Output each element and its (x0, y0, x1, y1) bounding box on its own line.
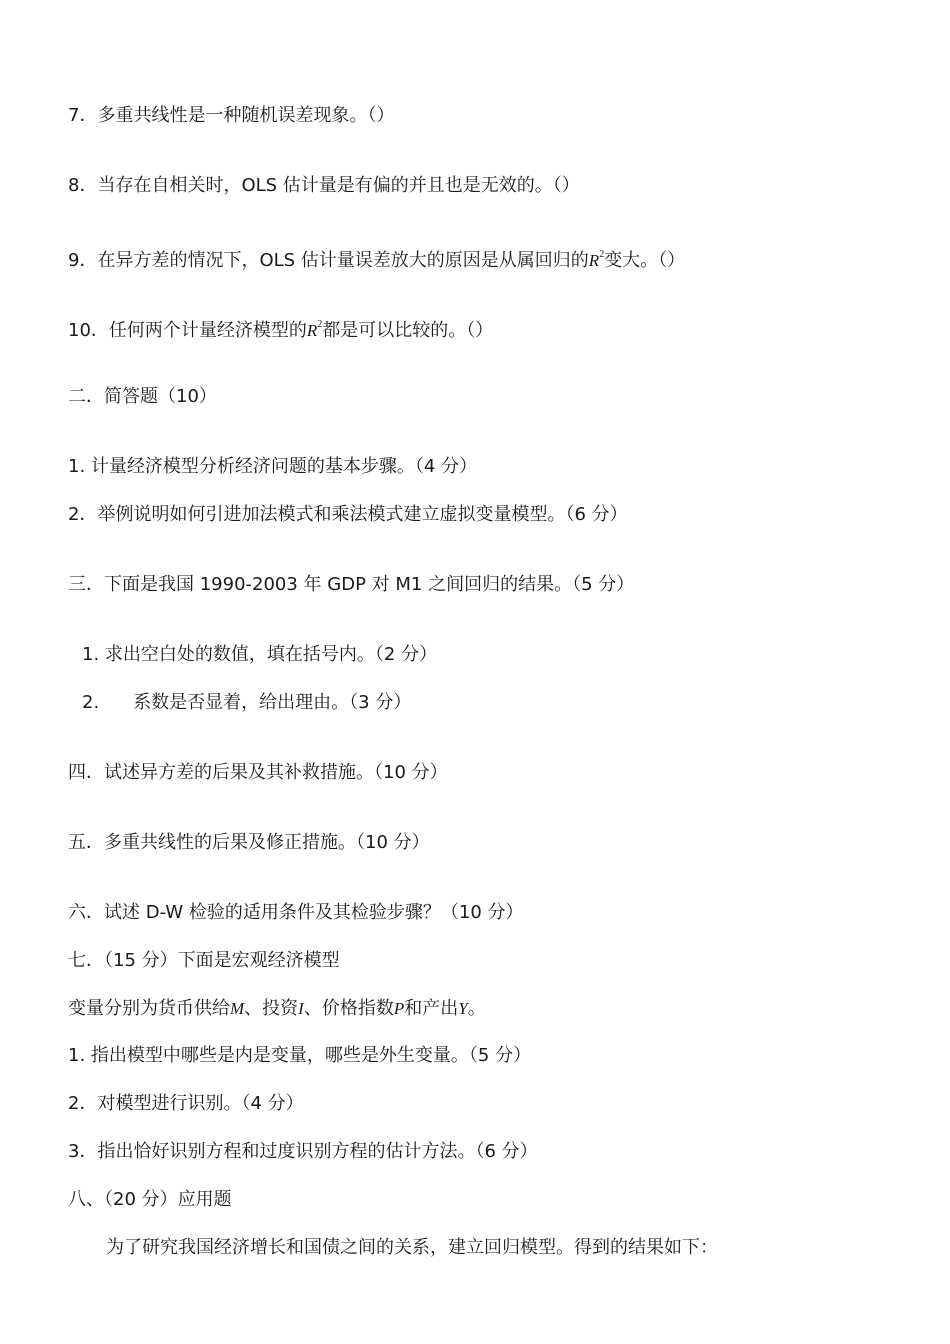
question-10-text: 10．任何两个计量经济模型的 (68, 320, 307, 341)
r-squared-exponent: 2 (317, 319, 323, 330)
judgment-question-9 (68, 245, 685, 273)
judgment-question-8: 8．当存在自相关时，OLS 估计量是有偏的并且也是无效的。（） (68, 175, 580, 196)
section-2-title: 二．简答题（10） (68, 386, 217, 407)
variables-text: 、价格指数 (303, 998, 394, 1019)
variables-text: 、投资 (244, 998, 299, 1019)
investment-symbol: I (298, 999, 304, 1018)
section-5-title: 五．多重共线性的后果及修正措施。（10 分） (68, 832, 430, 853)
section-2-question-2: 2．举例说明如何引进加法模式和乘法模式建立虚拟变量模型。（6 分） (68, 504, 628, 525)
section-3-title: 三．下面是我国 1990-2003 年 GDP 对 M1 之间回归的结果。（5 分） (68, 574, 635, 595)
output-symbol: Y (458, 999, 468, 1018)
section-7-variables (68, 997, 486, 1021)
r-squared-exponent: 2 (599, 249, 605, 260)
variables-text: 变量分别为货币供给 (68, 998, 230, 1019)
section-4-title: 四．试述异方差的后果及其补救措施。（10 分） (68, 762, 448, 783)
r-squared-symbol: R (306, 321, 318, 340)
section-7-question-2: 2．对模型进行识别。（4 分） (68, 1093, 304, 1114)
r-squared-symbol: R (588, 251, 600, 270)
judgment-question-7: 7．多重共线性是一种随机误差现象。（） (68, 105, 395, 126)
section-7-title: 七．（15 分）下面是宏观经济模型 (68, 950, 340, 971)
section-3-question-2 (82, 691, 411, 715)
section-8-intro: 为了研究我国经济增长和国债之间的关系，建立回归模型。得到的结果如下： (106, 1237, 718, 1258)
section-8-title: 八、（20 分）应用题 (68, 1189, 232, 1210)
question-9-text-end: 变大。（） (604, 250, 686, 271)
section-7-question-1: 1. 指出模型中哪些是内是变量，哪些是外生变量。（5 分） (68, 1045, 532, 1066)
variables-text: 和产出 (404, 998, 459, 1019)
question-9-text: 9．在异方差的情况下，OLS 估计量误差放大的原因是从属回归的 (68, 250, 589, 271)
price-index-symbol: P (393, 999, 405, 1018)
question-10-text-end: 都是可以比较的。（） (322, 320, 494, 341)
variables-text: 。 (467, 998, 486, 1019)
question-text: 系数是否显着，给出理由。（3 分） (133, 692, 412, 713)
section-3-question-1: 1. 求出空白处的数值，填在括号内。（2 分） (82, 644, 438, 665)
section-2-question-1: 1. 计量经济模型分析经济问题的基本步骤。（4 分） (68, 456, 478, 477)
judgment-question-10 (68, 315, 493, 343)
question-number: 2. (82, 692, 100, 713)
section-6-title: 六．试述 D-W 检验的适用条件及其检验步骤？（10 分） (68, 902, 524, 923)
section-7-question-3: 3．指出恰好识别方程和过度识别方程的估计方法。（6 分） (68, 1141, 538, 1162)
money-supply-symbol: M (230, 999, 245, 1018)
